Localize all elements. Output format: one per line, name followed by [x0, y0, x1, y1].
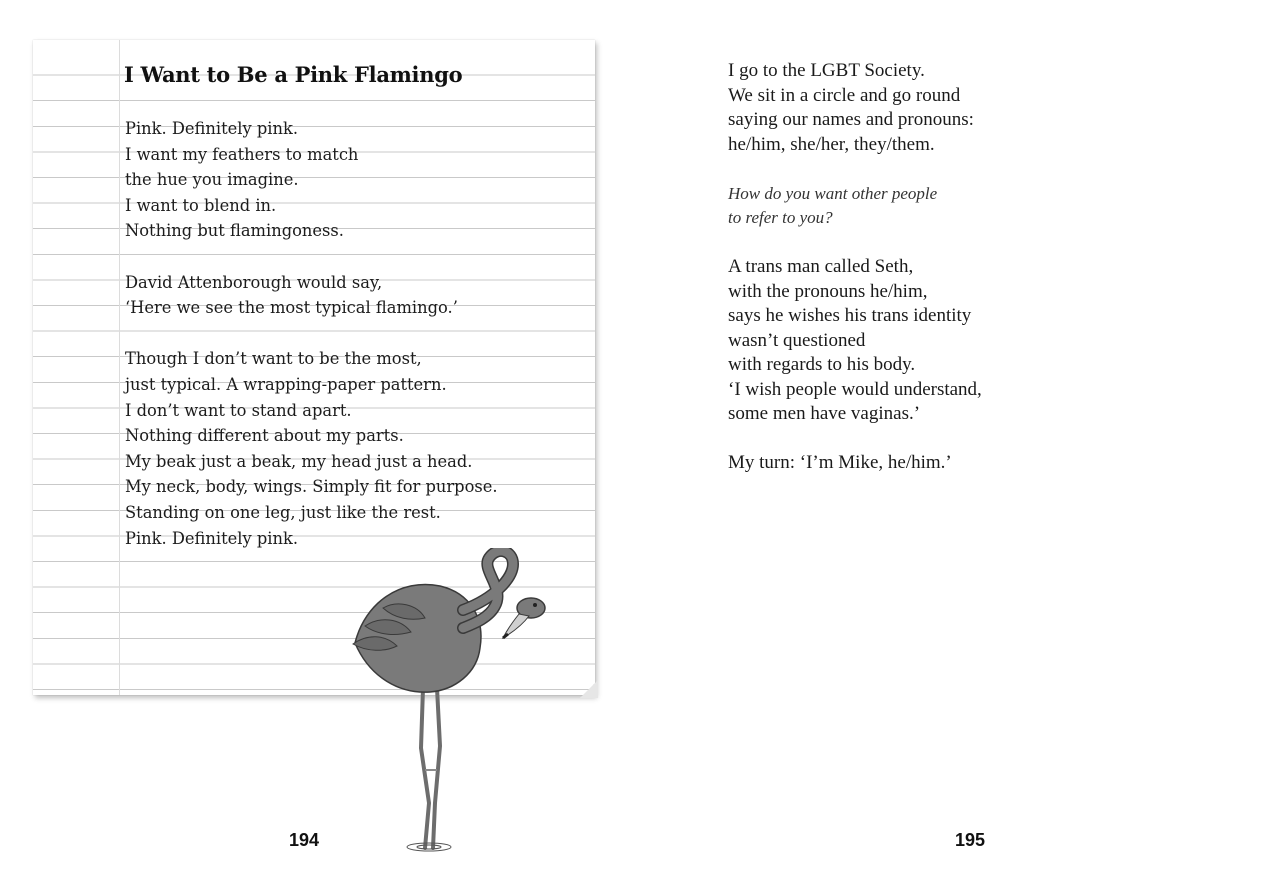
paper-margin-line: [119, 40, 120, 695]
poem-line: some men have vaginas.’: [728, 403, 921, 424]
poem-line: ‘Here we see the most typical flamingo.’: [125, 298, 458, 318]
italic-question-line: How do you want other people: [728, 183, 938, 203]
poem-line: I don’t want to stand apart.: [125, 400, 352, 420]
poem-line: ‘I wish people would understand,: [728, 378, 982, 400]
stanza-gap: [125, 244, 585, 270]
poem-line: My beak just a beak, my head just a head.: [125, 451, 473, 471]
poem-line: Nothing different about my parts.: [125, 426, 404, 446]
poem-line: just typical. A wrapping-paper pattern.: [125, 374, 447, 394]
poem-line: says he wishes his trans identity: [728, 305, 972, 326]
italic-question-line: to refer to you?: [728, 208, 833, 227]
poem-line: Though I don’t want to be the most,: [125, 349, 422, 369]
stanza-gap: [728, 427, 1248, 452]
page-number: 195: [955, 830, 986, 850]
poem-line: he/him, she/her, they/them.: [728, 133, 935, 155]
right-page: [640, 0, 1280, 883]
poem-line: wasn’t questioned: [728, 329, 866, 351]
poem-line: My neck, body, wings. Simply fit for purpose.: [125, 477, 498, 497]
poem-line: Pink. Definitely pink.: [125, 119, 299, 138]
stanza-gap: [125, 321, 585, 347]
poem-body: [125, 116, 585, 551]
flamingo-illustration: [345, 548, 575, 858]
stanza-gap: [728, 231, 1248, 256]
stanza-gap: [728, 157, 1248, 182]
poem-line: I want to blend in.: [125, 195, 277, 215]
poem-line: I go to the LGBT Society.: [728, 60, 925, 81]
poem-line: with the pronouns he/him,: [728, 280, 928, 302]
paper-curl: [580, 680, 598, 698]
poem-title: I Want to Be a Pink Flamingo: [124, 62, 463, 87]
poem-line: Pink. Definitely pink.: [125, 528, 299, 548]
page-number: 194: [289, 830, 320, 850]
poem-line: saying our names and pronouns:: [728, 109, 974, 130]
poem-line: My turn: ‘I’m Mike, he/him.’: [728, 452, 952, 473]
poem-line: David Attenborough would say,: [125, 272, 383, 292]
prose-poem-body: [728, 59, 1248, 476]
poem-line: with regards to his body.: [728, 354, 916, 375]
poem-line: I want my feathers to match: [125, 144, 359, 164]
poem-line: Nothing but flamingoness.: [125, 221, 344, 241]
poem-line: We sit in a circle and go round: [728, 84, 961, 106]
poem-line: the hue you imagine.: [125, 170, 299, 190]
poem-line: A trans man called Seth,: [728, 256, 914, 277]
poem-line: Standing on one leg, just like the rest.: [125, 502, 441, 522]
